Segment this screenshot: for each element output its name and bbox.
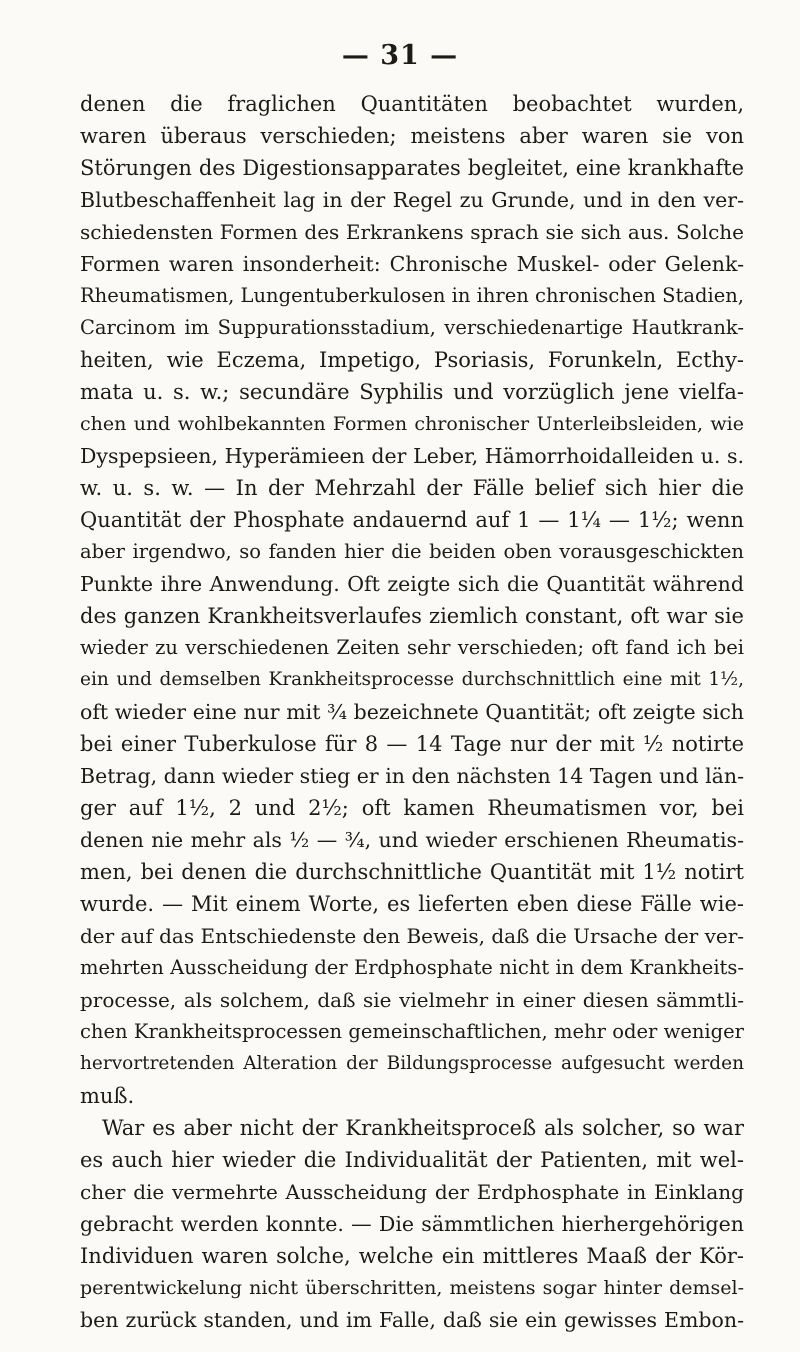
text-line: perentwickelung nicht überschritten, meistens sogar hinter demsel- <box>80 1277 744 1299</box>
text-line: Individuen waren solche, welche ein mittleres Maaß der Kör- <box>80 1244 744 1268</box>
text-line: wurde. — Mit einem Worte, es lieferten eben diese Fälle wie- <box>80 892 744 916</box>
text-line: chen und wohlbekannten Formen chronischer Unterleibsleiden, wie <box>80 413 744 435</box>
text-line: chen Krankheitsprocessen gemeinschaftlichen, mehr oder weniger <box>80 1020 744 1043</box>
text-line: processe, als solchem, daß sie vielmehr in einer diesen sämmtli- <box>80 988 744 1012</box>
text-line: denen nie mehr als ½ — ¾, und wieder erschienen Rheumatis- <box>80 828 744 852</box>
text-line: es auch hier wieder die Individualität der Patienten, mit wel- <box>80 1148 744 1172</box>
text-line: denen die fraglichen Quantitäten beobachtet wurden, <box>80 92 744 116</box>
text-line: wieder zu verschiedenen Zeiten sehr verschieden; oft fand ich bei <box>80 636 744 659</box>
text-line: Störungen des Digestionsapparates begleitet, eine krankhafte <box>80 156 744 180</box>
text-line: w. u. s. w. — In der Mehrzahl der Fälle belief sich hier die <box>80 476 744 500</box>
text-line: ein und demselben Krankheitsprocesse durchschnittlich eine mit 1½, <box>80 669 744 690</box>
text-line: waren überaus verschieden; meistens aber waren sie von <box>80 124 744 148</box>
text-line: der auf das Entschiedenste den Beweis, daß die Ursache der ver- <box>80 924 744 948</box>
text-line: Rheumatismen, Lungentuberkulosen in ihren chronischen Stadien, <box>80 284 744 307</box>
text-line: Formen waren insonderheit: Chronische Muskel- oder Gelenk- <box>80 252 744 276</box>
text-line: muß. <box>80 1084 135 1108</box>
text-line: mehrten Ausscheidung der Erdphosphate nicht in dem Krankheits- <box>80 956 744 979</box>
text-line: cher die vermehrte Ausscheidung der Erdphosphate in Einklang <box>80 1180 744 1204</box>
text-line: Punkte ihre Anwendung. Oft zeigte sich die Quantität während <box>80 572 744 596</box>
text-line: des ganzen Krankheitsverlaufes ziemlich constant, oft war sie <box>80 604 744 628</box>
text-line: Dyspepsieen, Hyperämieen der Leber, Hämorrhoidalleiden u. s. <box>80 444 744 468</box>
text-line: hervortretenden Alteration der Bildungsprocesse aufgesucht werden <box>80 1053 744 1074</box>
text-line: ger auf 1½, 2 und 2½; oft kamen Rheumatismen vor, bei <box>80 796 744 820</box>
text-line: oft wieder eine nur mit ¾ bezeichnete Quantität; oft zeigte sich <box>80 700 744 724</box>
text-line: gebracht werden konnte. — Die sämmtlichen hierhergehörigen <box>80 1212 744 1236</box>
text-line: schiedensten Formen des Erkrankens sprach sie sich aus. Solche <box>80 220 744 244</box>
text-line: heiten, wie Eczema, Impetigo, Psoriasis, Forunkeln, Ecthy- <box>80 348 744 372</box>
text-line: War es aber nicht der Krankheitsproceß als solcher, so war <box>102 1116 744 1140</box>
page-number: — 31 — <box>341 40 459 71</box>
text-line: men, bei denen die durchschnittliche Quantität mit 1½ notirt <box>80 860 744 884</box>
body-text <box>80 88 744 1336</box>
text-line: bei einer Tuberkulose für 8 — 14 Tage nur der mit ½ notirte <box>80 732 744 756</box>
text-line: ben zurück standen, und im Falle, daß sie ein gewisses Embon- <box>80 1308 744 1332</box>
text-line: aber irgendwo, so fanden hier die beiden oben vorausgeschickten <box>80 540 744 563</box>
text-line: Carcinom im Suppurationsstadium, verschiedenartige Hautkrank- <box>80 316 744 339</box>
text-line: Quantität der Phosphate andauernd auf 1 — 1¼ — 1½; wenn <box>80 508 744 532</box>
text-line: mata u. s. w.; secundäre Syphilis und vorzüglich jene vielfa- <box>80 380 744 404</box>
text-line: Betrag, dann wieder stieg er in den nächsten 14 Tagen und län- <box>80 764 744 788</box>
text-line: Blutbeschaffenheit lag in der Regel zu Grunde, und in den ver- <box>80 188 744 212</box>
